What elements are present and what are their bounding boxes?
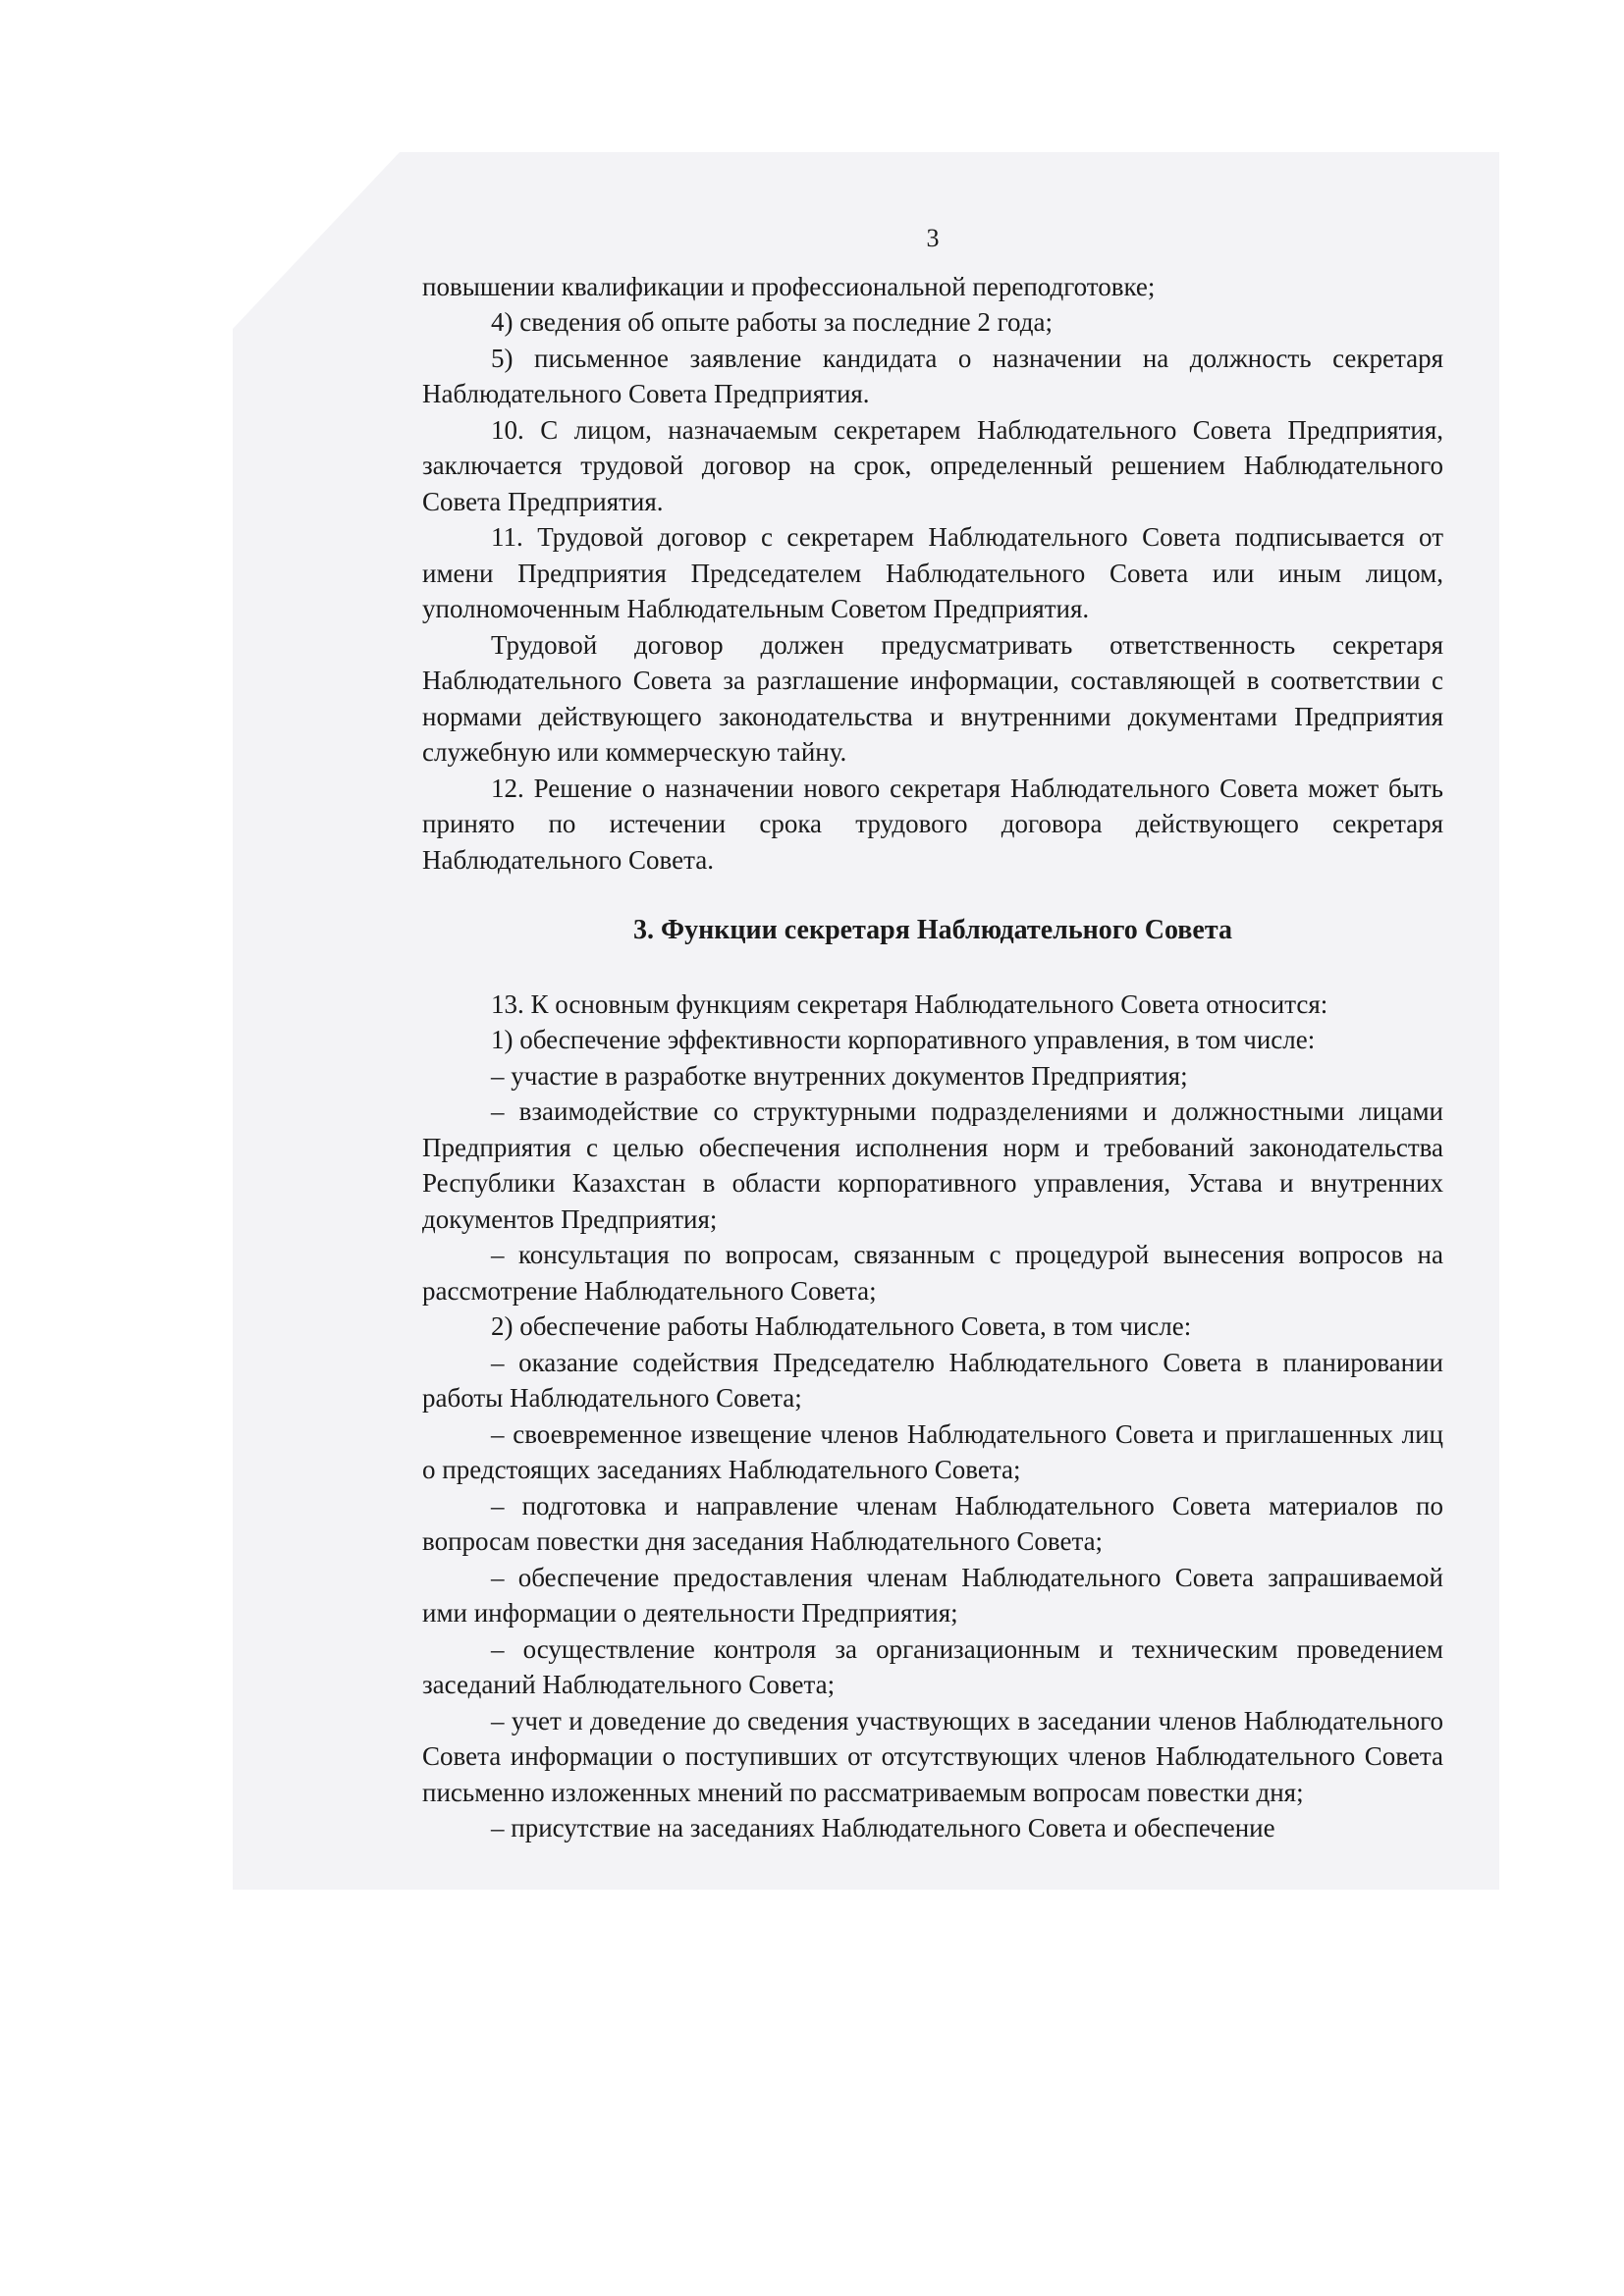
paragraph: – подготовка и направление членам Наблюдательного Совета материалов по вопросам повестки дня заседания Наблюдательного Совета;	[422, 1490, 1443, 1556]
document-page	[422, 221, 1443, 1846]
paragraph: 5) письменное заявление кандидата о назначении на должность секретаря Наблюдательного Совета Предприятия.	[422, 343, 1443, 408]
paragraph: – консультация по вопросам, связанным с процедурой вынесения вопросов на рассмотрение Наблюдательного Совета;	[422, 1240, 1443, 1306]
section-heading: 3. Функции секретаря Наблюдательного Совета	[633, 915, 1232, 945]
paragraph: – обеспечение предоставления членам Наблюдательного Совета запрашиваемой ими информации о деятельности Предприятия;	[422, 1562, 1443, 1628]
paragraph: 1) обеспечение эффективности корпоративного управления, в том числе:	[491, 1025, 1316, 1054]
folded-corner	[233, 152, 400, 329]
paragraph: – своевременное извещение членов Наблюдательного Совета и приглашенных лиц о предстоящих заседаниях Наблюдательного Совета;	[422, 1418, 1443, 1484]
paragraph: – участие в разработке внутренних документов Предприятия;	[491, 1060, 1188, 1091]
paragraph: 10. С лицом, назначаемым секретарем Наблюдательного Совета Предприятия, заключается трудовой договор на срок, определенный решением Наблюдательного Совета Предприятия.	[422, 414, 1443, 516]
page-number: 3	[926, 224, 940, 252]
paragraph: – присутствие на заседаниях Наблюдательного Совета и обеспечение	[491, 1813, 1275, 1842]
paragraph: Трудовой договор должен предусматривать ответственность секретаря Наблюдательного Совета за разглашение информации, составляющей в соответствии с нормами действующего законодательства и внутренними документами Предприятия служебную или коммерческую тайну.	[422, 629, 1443, 767]
paragraph: 11. Трудовой договор с секретарем Наблюдательного Совета подписывается от имени Предприятия Председателем Наблюдательного Совета или иным лицом, уполномоченным Наблюдательным Советом Предприятия.	[422, 522, 1443, 623]
paragraph: повышении квалификации и профессиональной переподготовке;	[422, 271, 1156, 301]
paragraph: 13. К основным функциям секретаря Наблюдательного Совета относится:	[491, 988, 1328, 1019]
paragraph: – осуществление контроля за организационным и техническим проведением заседаний Наблюдательного Совета;	[422, 1633, 1443, 1699]
paragraph: – оказание содействия Председателю Наблюдательного Совета в планировании работы Наблюдательного Совета;	[422, 1347, 1443, 1413]
paragraphs-after-heading	[422, 987, 1443, 1846]
paragraph: 2) обеспечение работы Наблюдательного Совета, в том числе:	[491, 1311, 1192, 1341]
paragraphs-before-heading	[422, 269, 1443, 879]
paragraph: 12. Решение о назначении нового секретаря Наблюдательного Совета может быть принято по истечении срока трудового договора действующего секретаря Наблюдательного Совета.	[422, 773, 1443, 875]
paragraph: 4) сведения об опыте работы за последние 2 года;	[491, 307, 1053, 337]
paragraph: – взаимодействие со структурными подразделениями и должностными лицами Предприятия с целью обеспечения исполнения норм и требований законодательства Республики Казахстан в области корпоративного управления, Устава и внутренних документов Предприятия;	[422, 1096, 1443, 1234]
paragraph: – учет и доведение до сведения участвующих в заседании членов Наблюдательного Совета информации о поступивших от отсутствующих членов Наблюдательного Совета письменно изложенных мнений по рассматриваемым вопросам повестки дня;	[422, 1705, 1443, 1807]
